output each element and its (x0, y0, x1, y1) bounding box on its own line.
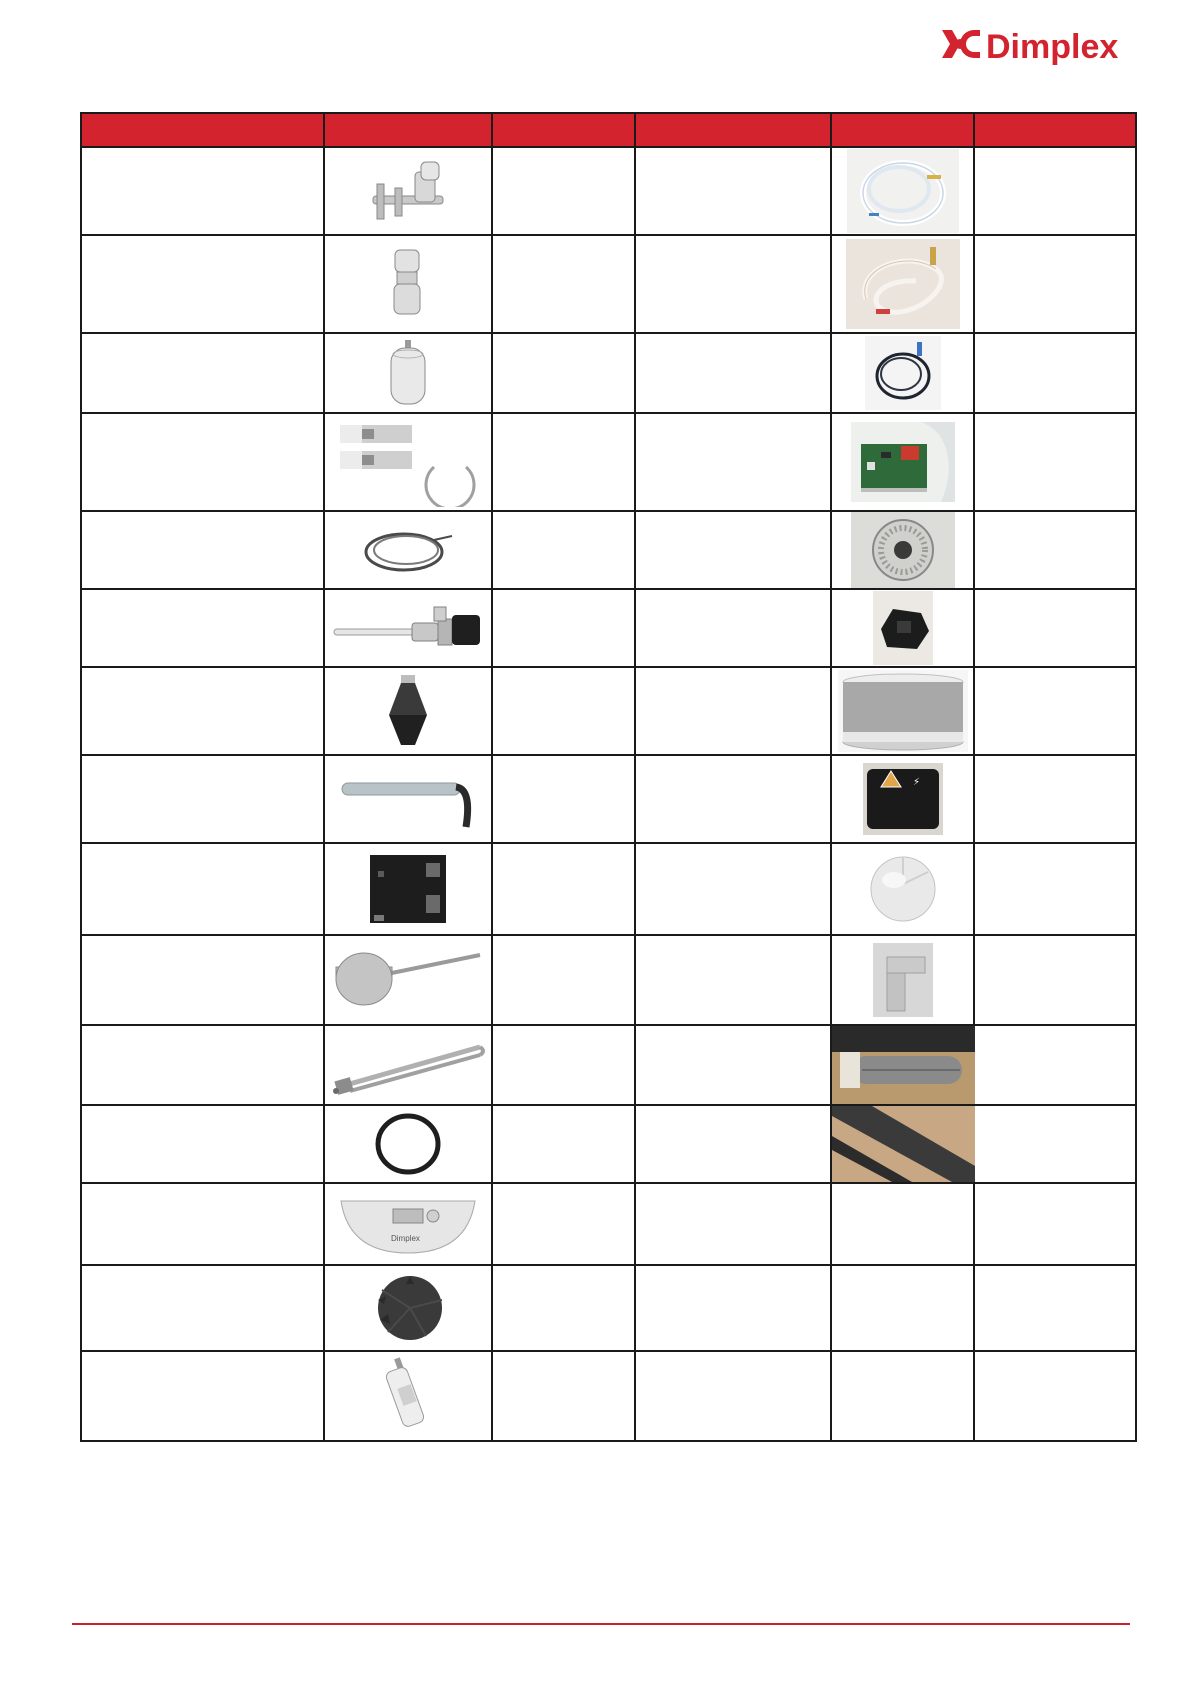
description-cell (635, 589, 831, 667)
code-cell (492, 333, 635, 413)
description-cell (635, 235, 831, 333)
description-cell (635, 1105, 831, 1183)
column-header (635, 113, 831, 147)
code-cell (492, 667, 635, 755)
description-cell (81, 333, 324, 413)
alt-image-cell (831, 413, 974, 511)
parts-table-wrapper (80, 112, 1135, 1442)
svg-text:⚡: ⚡ (912, 777, 920, 788)
circuit-board-photo-icon (851, 422, 955, 502)
black-bracket-photo-icon (873, 591, 933, 665)
description-cell (635, 147, 831, 235)
part-image-cell (324, 935, 492, 1025)
alt-image-cell (831, 1265, 974, 1351)
table-row (81, 1265, 1136, 1351)
notes-cell (974, 1105, 1136, 1183)
insulated-pipe-photo-icon (832, 1106, 975, 1182)
table-row (81, 333, 1136, 413)
notes-cell (974, 667, 1136, 755)
part-image-cell (324, 1105, 492, 1183)
part-image-cell (324, 1351, 492, 1441)
dimplex-logo (940, 18, 1160, 74)
table-row (81, 147, 1136, 235)
ducting-photo-icon (832, 1026, 975, 1104)
description-cell (635, 1351, 831, 1441)
alt-image-cell (831, 755, 974, 843)
svg-text:Dimplex: Dimplex (391, 1234, 420, 1243)
description-cell (635, 755, 831, 843)
description-cell (81, 235, 324, 333)
pipe-fitting-icon (383, 246, 433, 322)
description-cell (635, 843, 831, 935)
white-sensor-cable-photo-icon (846, 239, 960, 329)
warning-cover-photo-icon (863, 763, 943, 835)
description-cell (635, 333, 831, 413)
code-cell (492, 147, 635, 235)
alt-image-cell (831, 935, 974, 1025)
notes-cell (974, 1025, 1136, 1105)
fan-photo-icon (851, 512, 955, 588)
white-cable-coil-photo-icon (847, 149, 959, 233)
alt-image-cell (831, 147, 974, 235)
part-image-cell (324, 1265, 492, 1351)
notes-cell (974, 1265, 1136, 1351)
alt-image-cell (831, 1105, 974, 1183)
part-image-cell (324, 235, 492, 333)
control-panel-fascia-icon (337, 1193, 479, 1255)
part-image-cell (324, 755, 492, 843)
alt-image-cell (831, 1025, 974, 1105)
part-image-cell (324, 589, 492, 667)
o-ring-seal-icon (372, 1111, 444, 1177)
code-cell (492, 413, 635, 511)
alt-image-cell (831, 1183, 974, 1265)
description-cell (81, 755, 324, 843)
notes-cell (974, 755, 1136, 843)
notes-cell (974, 413, 1136, 511)
description-cell (635, 511, 831, 589)
description-cell (81, 843, 324, 935)
code-cell (492, 1351, 635, 1441)
label-strips-and-ring-icon (338, 417, 478, 507)
notes-cell (974, 1183, 1136, 1265)
notes-cell (974, 511, 1136, 589)
description-cell (81, 413, 324, 511)
column-header (492, 113, 635, 147)
control-pcb-icon (366, 851, 450, 927)
table-header-row (81, 113, 1136, 147)
pressure-relief-valve-icon (332, 603, 484, 653)
expansion-vessel-icon (385, 338, 431, 408)
code-cell (492, 511, 635, 589)
description-cell (635, 1025, 831, 1105)
table-row (81, 1105, 1136, 1183)
table-row (81, 667, 1136, 755)
code-cell (492, 589, 635, 667)
coiled-wire-icon (360, 522, 456, 578)
description-cell (81, 1351, 324, 1441)
part-image-cell (324, 667, 492, 755)
description-cell (81, 589, 324, 667)
code-cell (492, 235, 635, 333)
table-row (81, 1351, 1136, 1441)
alt-image-cell (831, 1351, 974, 1441)
svg-text:Dimplex: Dimplex (986, 28, 1119, 66)
description-cell (81, 935, 324, 1025)
notes-cell (974, 843, 1136, 935)
code-cell (492, 1183, 635, 1265)
description-cell (81, 511, 324, 589)
alt-image-cell (831, 235, 974, 333)
code-cell (492, 1105, 635, 1183)
footer-divider (72, 1623, 1130, 1625)
alt-image-cell (831, 333, 974, 413)
description-cell (635, 1265, 831, 1351)
immersion-heater-element-icon (330, 1031, 486, 1099)
part-image-cell (324, 147, 492, 235)
pipe-valve-assembly-icon (363, 156, 453, 226)
drain-funnel-icon (383, 671, 433, 751)
code-cell (492, 935, 635, 1025)
column-header (831, 113, 974, 147)
part-image-cell (324, 1183, 492, 1265)
table-row (81, 1183, 1136, 1265)
notes-cell (974, 1351, 1136, 1441)
table-row (81, 235, 1136, 333)
part-image-cell (324, 843, 492, 935)
description-cell (81, 1265, 324, 1351)
column-header (974, 113, 1136, 147)
notes-cell (974, 935, 1136, 1025)
part-image-cell (324, 413, 492, 511)
table-row (81, 755, 1136, 843)
spare-parts-table (80, 112, 1137, 1442)
description-cell (81, 1025, 324, 1105)
elbow-fitting-photo-icon (873, 943, 933, 1017)
code-cell (492, 843, 635, 935)
part-image-cell (324, 1025, 492, 1105)
table-row (81, 1025, 1136, 1105)
table-row (81, 589, 1136, 667)
alt-image-cell (831, 843, 974, 935)
description-cell (635, 667, 831, 755)
thermostat-rod-icon (332, 945, 484, 1015)
top-cover-cap-icon (370, 1270, 446, 1346)
alt-image-cell (831, 667, 974, 755)
description-cell (81, 147, 324, 235)
part-image-cell (324, 333, 492, 413)
immersion-sensor-probe-icon (338, 769, 478, 829)
notes-cell (974, 333, 1136, 413)
part-image-cell (324, 511, 492, 589)
table-row (81, 843, 1136, 935)
code-cell (492, 1265, 635, 1351)
table-row (81, 413, 1136, 511)
table-row (81, 511, 1136, 589)
column-header (81, 113, 324, 147)
notes-cell (974, 235, 1136, 333)
description-cell (635, 935, 831, 1025)
cylinder-cover-photo-icon (838, 670, 968, 752)
notes-cell (974, 147, 1136, 235)
code-cell (492, 755, 635, 843)
table-row (81, 935, 1136, 1025)
code-cell (492, 1025, 635, 1105)
alt-image-cell (831, 589, 974, 667)
column-header (324, 113, 492, 147)
sealant-tube-icon (378, 1354, 438, 1438)
description-cell (635, 413, 831, 511)
description-cell (635, 1183, 831, 1265)
description-cell (81, 1183, 324, 1265)
notes-cell (974, 589, 1136, 667)
alt-image-cell (831, 511, 974, 589)
description-cell (81, 1105, 324, 1183)
description-cell (81, 667, 324, 755)
dome-cap-photo-icon (868, 854, 938, 924)
black-cable-photo-icon (865, 336, 941, 410)
